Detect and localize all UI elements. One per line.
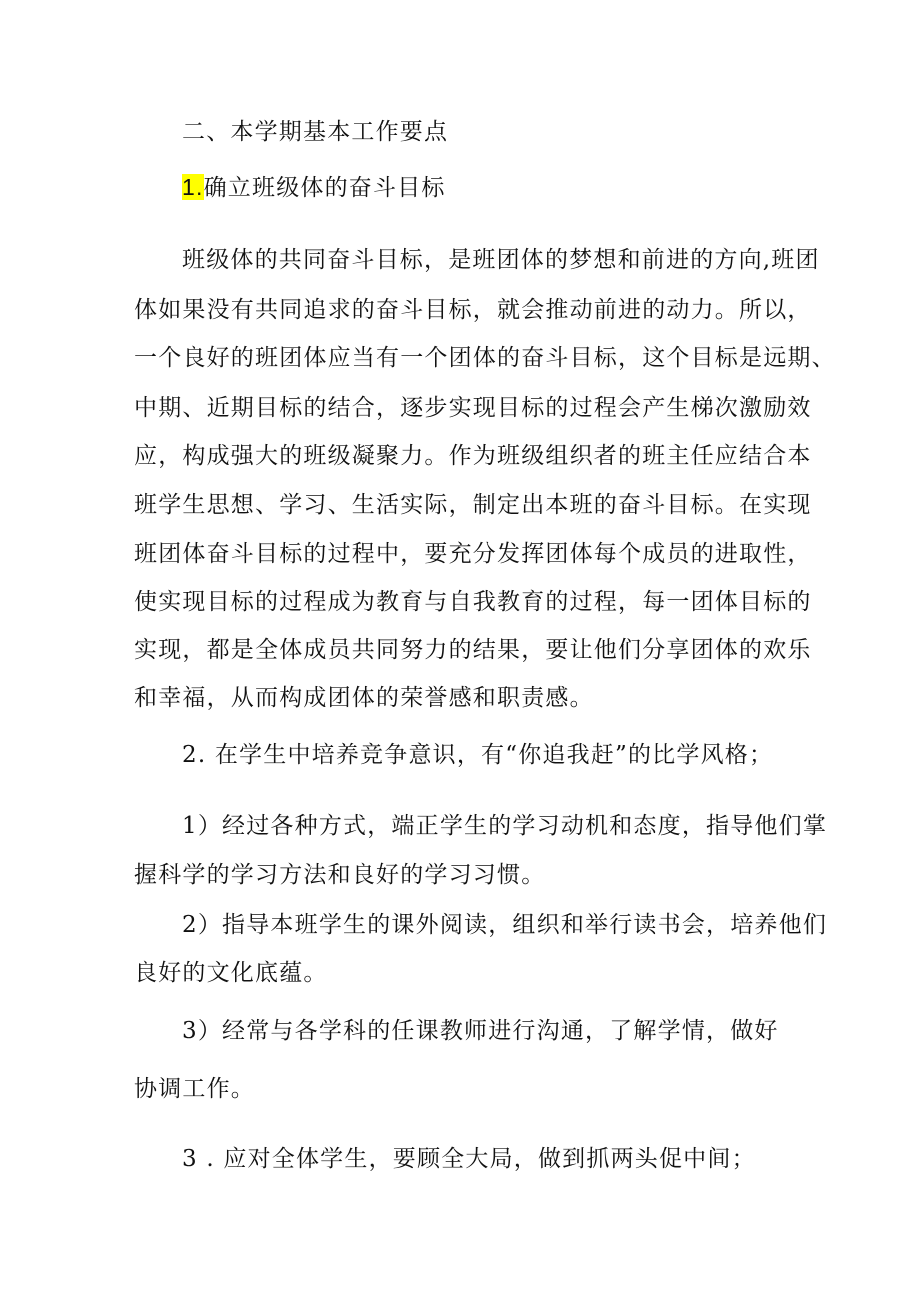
sub-item-line: 握科学的学习方法和良好的学习习惯。 [134,862,546,888]
paragraph-line: 使实现目标的过程成为教育与自我教育的过程，每一团体目标的 [134,589,812,615]
paragraph-line: 班团体奋斗目标的过程中，要充分发挥团体每个成员的进取性， [134,541,812,567]
sub-item-line: 良好的文化底蕴。 [134,960,328,986]
paragraph-line: 实现，都是全体成员共同努力的结果，要让他们分享团体的欢乐 [134,637,812,663]
paragraph-line: 班级体的共同奋斗目标，是班团体的梦想和前进的方向,班团 [182,247,820,273]
item2-heading: 2. 在学生中培养竞争意识，有“你追我赶”的比学风格； [182,742,774,768]
paragraph-line: 班学生思想、学习、生活实际，制定出本班的奋斗目标。在实现 [134,492,812,518]
item3-heading: 3 . 应对全体学生，要顾全大局，做到抓两头促中间； [182,1146,756,1172]
paragraph-line: 中期、近期目标的结合，逐步实现目标的过程会产生梯次激励效 [134,395,812,421]
sub-item-line: 1）经过各种方式，端正学生的学习动机和态度，指导他们掌 [182,813,828,839]
item1-heading [182,172,446,203]
paragraph-line: 应，构成强大的班级凝聚力。作为班级组织者的班主任应结合本 [134,443,812,469]
item1-number: 1. [182,174,204,200]
sub-item-line: 协调工作。 [134,1076,255,1102]
paragraph-line: 一个良好的班团体应当有一个团体的奋斗目标，这个目标是远期、 [134,345,836,371]
sub-item-line: 2）指导本班学生的课外阅读，组织和举行读书会，培养他们 [182,912,828,938]
section-heading: 二、本学期基本工作要点 [182,119,449,145]
item1-title: 确立班级体的奋斗目标 [203,175,446,201]
paragraph-line: 和幸福，从而构成团体的荣誉感和职责感。 [134,685,594,711]
paragraph-line: 体如果没有共同追求的奋斗目标，就会推动前进的动力。所以， [134,297,812,323]
sub-item-line: 3）经常与各学科的任课教师进行沟通，了解学情，做好 [182,1018,779,1044]
